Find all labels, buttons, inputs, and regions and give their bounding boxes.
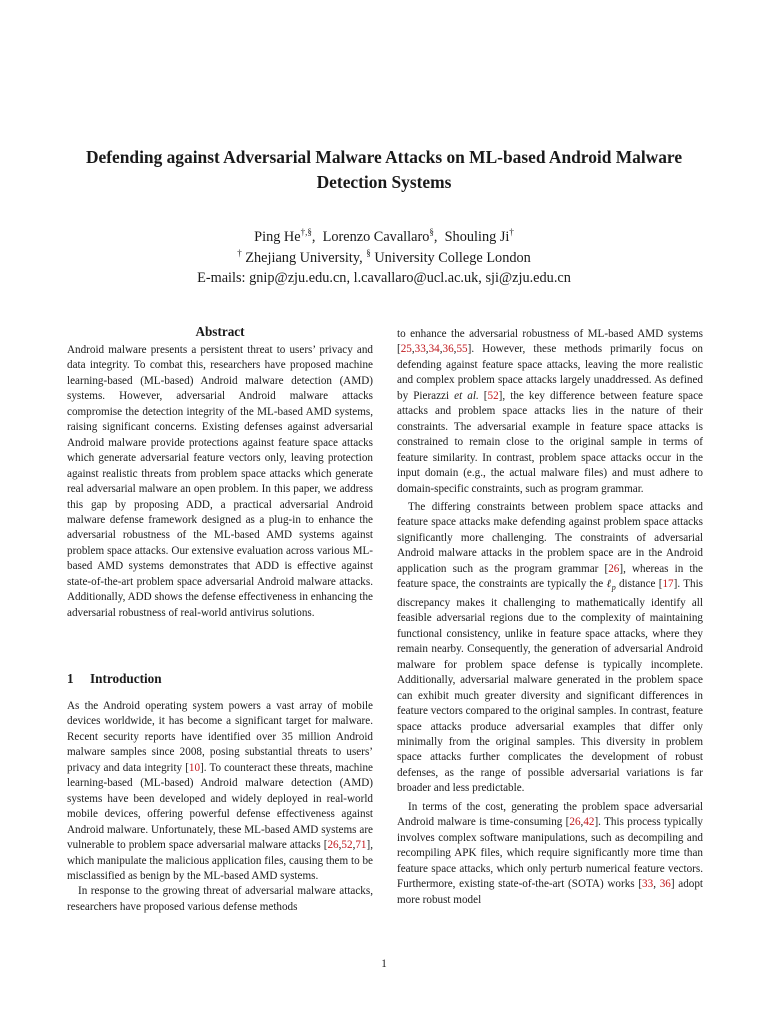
citation-link[interactable]: 26 (608, 562, 620, 575)
citation-link[interactable]: 17 (662, 578, 674, 591)
section-heading-introduction (67, 670, 373, 688)
author-name: Lorenzo Cavallaro (322, 229, 430, 245)
citation-link[interactable]: 10 (188, 761, 201, 774)
citation-link[interactable]: 36 (659, 878, 671, 891)
author-name: Shouling Ji (444, 229, 510, 245)
author-block (60, 227, 708, 289)
author-mark: § (429, 227, 434, 237)
author-name: Ping He (254, 229, 301, 245)
citation-link[interactable]: 42 (583, 816, 595, 829)
section-title: Introduction (90, 671, 162, 686)
italic-text: et al. (454, 389, 479, 402)
paragraph: As the Android operating system powers a vast array of mobile devices worldwide, it has become a significant target for malware. Recent security reports have identified over 35 million Android malware samples since 2008, posing substantial threats to users’ privacy and data integrity [10]. To counteract these threats, machine learning-based (ML-based) Android malware detection (AMD) systems have been developed and widely deployed in real-world mobile devices, offering powerful defense effectiveness against Android malware. Unfortunately, these ML-based AMD systems are vulnerable to problem space adversarial malware attacks [26,52,71], which manipulate the malicious application files, causing them to be misclassified as benign by the ML-based AMD systems. (67, 700, 373, 882)
affiliation-mark: † (237, 247, 242, 258)
paper-title: Defending against Adversarial Malware Attacks on ML-based Android Malware Detection Systems (85, 147, 683, 192)
author-mark: † (509, 227, 514, 237)
paragraph-split: In response to the growing threat of adversarial malware attacks, researchers have proposed various defense methods (67, 885, 373, 913)
citation-link[interactable]: 26 (327, 839, 339, 852)
emails: gnip@zju.edu.cn, l.cavallaro@ucl.ac.uk, sji@zju.edu.cn (249, 270, 571, 286)
introduction-column-left (67, 699, 373, 915)
citation-link[interactable]: 71 (355, 839, 367, 852)
introduction-column-right (397, 327, 703, 908)
subscript-text: p (611, 583, 616, 593)
emails-label: E-mails: (197, 270, 246, 286)
author-mark: †,§ (300, 227, 312, 237)
page-number: 1 (381, 958, 387, 970)
affiliation-name: Zhejiang University (245, 249, 360, 266)
abstract-text: Android malware presents a persistent threat to users’ privacy and data integrity. To combat this, researchers have proposed machine learning-based (ML-based) Android malware detection (AMD) systems. However, adversarial Android malware attacks compromise the detection integrity of the ML-based AMD systems, raising significant concerns. Existing defenses against adversarial Android malware provide protections against feature space attacks which generate adversarial feature vectors only, leaving protection against realistic threats from problem space attacks which generate real adversarial malware an open problem. In this paper, we address this gap by proposing ADD, a practical adversarial Android malware defense framework designed as a plug-in to enhance the adversarial robustness of the ML-based AMD systems against problem space attacks. Our extensive evaluation across various ML-based AMD systems demonstrates that ADD is effective against state-of-the-art problem space adversarial Android malware attacks. Additionally, ADD shows the defense effectiveness in enhancing the adversarial robustness of real-world antivirus solutions. (67, 344, 373, 619)
affiliation-line: † Zhejiang University, § University College London (237, 247, 531, 266)
citation-link[interactable]: 52 (341, 839, 353, 852)
citation-link[interactable]: 25 (400, 343, 412, 356)
affiliation-mark: § (366, 247, 371, 258)
email-line (60, 268, 708, 289)
citation-link[interactable]: 36 (442, 343, 454, 356)
citation-link[interactable]: 52 (487, 389, 499, 402)
author-line: Ping He†,§, Lorenzo Cavallaro§, Shouling Ji† (254, 227, 514, 245)
paragraph: In terms of the cost, generating the problem space adversarial Android malware is time-consuming [26,42]. This process typically involves complex software manipulations, such as decompiling and recompiling APK files, which require significantly more time than feature space attacks, which only perturb numerical feature vectors. Furthermore, existing state-of-the-art (SOTA) works [33, 36] adopt more robust model (397, 800, 703, 906)
italic-text: ℓ (606, 578, 612, 591)
paragraph: The differing constraints between problem space attacks and feature space attacks make defending against problem space attacks significantly more challenging. The constraints of adversarial Android malware attacks in the problem space are in the Android application such as the program grammar [26], whereas in the feature space, the constraints are typically the ℓ$_p$ distance [17]. This discrepancy makes it challenging to mathematically identify all feasible adversarial regions due to the complexity of maintaining functional consistency, unlike in feature space attacks, where they remain nearby. Consequently, the generation of adversarial Android malware for problem space defense is typically incomplete. Additionally, adversarial malware generated in the problem space can exhibit much greater diversity and significant differences in feature vectors compared to the original samples. In contrast, feature space attacks produce adversarial examples that differ only minimally from the original samples. This diversity in problem space attacks further complicates the development of robust defenses, as the range of possible adversarial variations is far broader and less predictable. (397, 500, 704, 795)
abstract-heading: Abstract (195, 324, 245, 339)
citation-link[interactable]: 33 (642, 878, 654, 891)
affiliation-name: University College London (374, 249, 531, 266)
section-number: 1 (67, 671, 74, 686)
citation-link[interactable]: 34 (428, 343, 440, 356)
citation-link[interactable]: 26 (569, 816, 581, 829)
citation-link[interactable]: 33 (414, 343, 426, 356)
citation-link[interactable]: 55 (456, 343, 468, 356)
paragraph-split: to enhance the adversarial robustness of ML-based AMD systems [25,33,34,36,55]. However, these methods primarily focus on defending against feature space attacks, leaving the more realistic and complex problem space attacks largely unaddressed. As defined by Pierazzi et al. [52], the key difference between feature space attacks and problem space attacks lies in the nature of their constraints. The adversarial example in feature space attacks is constrained to remain close to the original sample in terms of feature similarity. In contrast, problem space attacks occur in the input domain (e.g., the actual malware files) and must adhere to domain-specific constraints, such as program grammar. (397, 328, 703, 495)
